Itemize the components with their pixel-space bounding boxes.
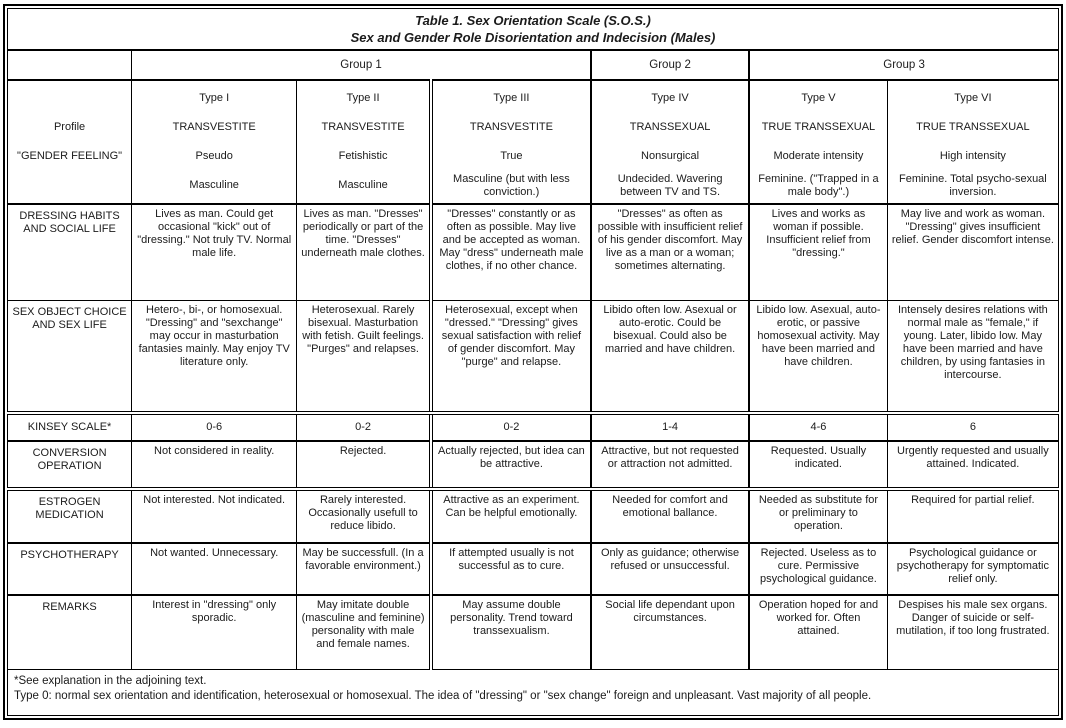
row-label-kinsey-scale: KINSEY SCALE* xyxy=(8,413,132,441)
cell-remarks-type-3: May assume double personality. Trend toward transsexualism. xyxy=(431,595,591,669)
cell-conversion-type-6: Urgently requested and usually attained. Indicated. xyxy=(887,441,1058,489)
footnote-line2: Type 0: normal sex orientation and identification, heterosexual or homosexual. The idea of "dressing" or "sex change" foreign and unpleasant. Vast majority of all people. xyxy=(14,689,872,702)
cell-psychotherapy-type-5: Rejected. Useless as to cure. Permissive psychological guidance. xyxy=(749,543,887,595)
cell-kinsey-type-1: 0-6 xyxy=(132,413,297,441)
cell-conversion-type-2: Rejected. xyxy=(297,441,431,489)
col-header-type-5: Type V TRUE TRANSSEXUAL Moderate intensity Feminine. ("Trapped in a male body".) xyxy=(749,80,887,204)
cell-estrogen-type-5: Needed as substitute for or preliminary to operation. xyxy=(749,489,887,543)
cell-estrogen-type-6: Required for partial relief. xyxy=(887,489,1058,543)
cell-remarks-type-6: Despises his male sex organs. Danger of suicide or self-mutilation, if too long frustrated. xyxy=(887,595,1058,669)
table-row xyxy=(8,441,1059,489)
page-title xyxy=(8,9,1059,51)
cell-sexobject-type-3: Heterosexual, except when "dressed." "Dressing" gives sexual satisfaction with relief of gender discomfort. May "purge" and relapse. xyxy=(431,301,591,413)
cell-dressing-type-5: Lives and works as woman if possible. Insufficient relief from "dressing." xyxy=(749,204,887,300)
cell-remarks-type-5: Operation hoped for and worked for. Often attained. xyxy=(749,595,887,669)
sos-table xyxy=(7,8,1059,716)
col-header-type-1: Type I TRANSVESTITE Pseudo Masculine xyxy=(132,80,297,204)
footnote xyxy=(8,669,1059,715)
cell-sexobject-type-6: Intensely desires relations with normal male as "female," if young. Later, libido low. May have been married and have children, by using fantasies in intercourse. xyxy=(887,301,1058,413)
cell-estrogen-type-1: Not interested. Not indicated. xyxy=(132,489,297,543)
row-label-remarks: REMARKS xyxy=(8,595,132,669)
cell-dressing-type-1: Lives as man. Could get occasional "kick" out of "dressing." Not truly TV. Normal male life. xyxy=(132,204,297,300)
table-title-line2: Sex and Gender Role Disorientation and Indecision (Males) xyxy=(350,30,716,46)
table-row xyxy=(8,301,1059,413)
cell-estrogen-type-2: Rarely interested. Occasionally usefull to reduce libido. xyxy=(297,489,431,543)
group-header-3: Group 3 xyxy=(749,50,1058,80)
cell-sexobject-type-2: Heterosexual. Rarely bisexual. Masturbation with fetish. Guilt feelings. "Purges" and relapses. xyxy=(297,301,431,413)
cell-psychotherapy-type-1: Not wanted. Unnecessary. xyxy=(132,543,297,595)
cell-dressing-type-2: Lives as man. "Dresses" periodically or part of the time. "Dresses" underneath male clothes. xyxy=(297,204,431,300)
cell-conversion-type-5: Requested. Usually indicated. xyxy=(749,441,887,489)
row-label-profile xyxy=(8,80,132,204)
cell-dressing-type-3: "Dresses" constantly or as often as possible. May live and be accepted as woman. May "dress" underneath male clothes, if no other chance. xyxy=(431,204,591,300)
cell-conversion-type-1: Not considered in reality. xyxy=(132,441,297,489)
cell-sexobject-type-5: Libido low. Asexual, auto-erotic, or passive homosexual activity. May have been married and have children. xyxy=(749,301,887,413)
table-frame xyxy=(3,4,1063,720)
row-label-dressing-habits: DRESSING HABITS AND SOCIAL LIFE xyxy=(8,204,132,300)
cell-kinsey-type-5: 4-6 xyxy=(749,413,887,441)
corner-cell xyxy=(8,50,132,80)
cell-psychotherapy-type-6: Psychological guidance or psychotherapy for symptomatic relief only. xyxy=(887,543,1058,595)
cell-conversion-type-4: Attractive, but not requested or attraction not admitted. xyxy=(591,441,749,489)
cell-sexobject-type-1: Hetero-, bi-, or homosexual. "Dressing" and "sexchange" may occur in masturbation fantasies mainly. May enjoy TV literature only. xyxy=(132,301,297,413)
footnote-line1: *See explanation in the adjoining text. xyxy=(14,674,207,687)
table-row xyxy=(8,413,1059,441)
cell-dressing-type-6: May live and work as woman. "Dressing" gives insufficient relief. Gender discomfort intense. xyxy=(887,204,1058,300)
col-header-type-4: Type IV TRANSSEXUAL Nonsurgical Undecided. Wavering between TV and TS. xyxy=(591,80,749,204)
table-row xyxy=(8,595,1059,669)
table-title-line1: Table 1. Sex Orientation Scale (S.O.S.) xyxy=(415,13,651,29)
row-label-psychotherapy: PSYCHOTHERAPY xyxy=(8,543,132,595)
cell-conversion-type-3: Actually rejected, but idea can be attractive. xyxy=(431,441,591,489)
cell-kinsey-type-2: 0-2 xyxy=(297,413,431,441)
cell-dressing-type-4: "Dresses" as often as possible with insufficient relief of his gender discomfort. May live as a man or a woman; sometimes alternating. xyxy=(591,204,749,300)
cell-remarks-type-4: Social life dependant upon circumstances. xyxy=(591,595,749,669)
cell-estrogen-type-3: Attractive as an experiment. Can be helpful emotionally. xyxy=(431,489,591,543)
profile-label-line1: Profile xyxy=(53,121,86,134)
cell-psychotherapy-type-3: If attempted usually is not successful as to cure. xyxy=(431,543,591,595)
table-row xyxy=(8,489,1059,543)
group-header-1: Group 1 xyxy=(132,50,591,80)
cell-psychotherapy-type-2: May be successfull. (In a favorable environment.) xyxy=(297,543,431,595)
row-label-conversion-operation: CONVERSION OPERATION xyxy=(8,441,132,489)
row-label-sex-object: SEX OBJECT CHOICE AND SEX LIFE xyxy=(8,301,132,413)
cell-remarks-type-2: May imitate double (masculine and feminine) personality with male and female names. xyxy=(297,595,431,669)
profile-label-line2: "GENDER FEELING" xyxy=(17,150,123,163)
col-header-type-2: Type II TRANSVESTITE Fetishistic Masculine xyxy=(297,80,431,204)
cell-remarks-type-1: Interest in "dressing" only sporadic. xyxy=(132,595,297,669)
table-row xyxy=(8,543,1059,595)
cell-kinsey-type-4: 1-4 xyxy=(591,413,749,441)
col-header-type-3: Type III TRANSVESTITE True Masculine (but with less conviction.) xyxy=(431,80,591,204)
row-label-estrogen-medication: ESTROGEN MEDICATION xyxy=(8,489,132,543)
cell-estrogen-type-4: Needed for comfort and emotional ballance. xyxy=(591,489,749,543)
table-row xyxy=(8,204,1059,300)
group-header-2: Group 2 xyxy=(591,50,749,80)
cell-kinsey-type-6: 6 xyxy=(887,413,1058,441)
cell-psychotherapy-type-4: Only as guidance; otherwise refused or unsuccessful. xyxy=(591,543,749,595)
cell-kinsey-type-3: 0-2 xyxy=(431,413,591,441)
cell-sexobject-type-4: Libido often low. Asexual or auto-erotic. Could be bisexual. Could also be married and have children. xyxy=(591,301,749,413)
col-header-type-6: Type VI TRUE TRANSSEXUAL High intensity Feminine. Total psycho-sexual inversion. xyxy=(887,80,1058,204)
